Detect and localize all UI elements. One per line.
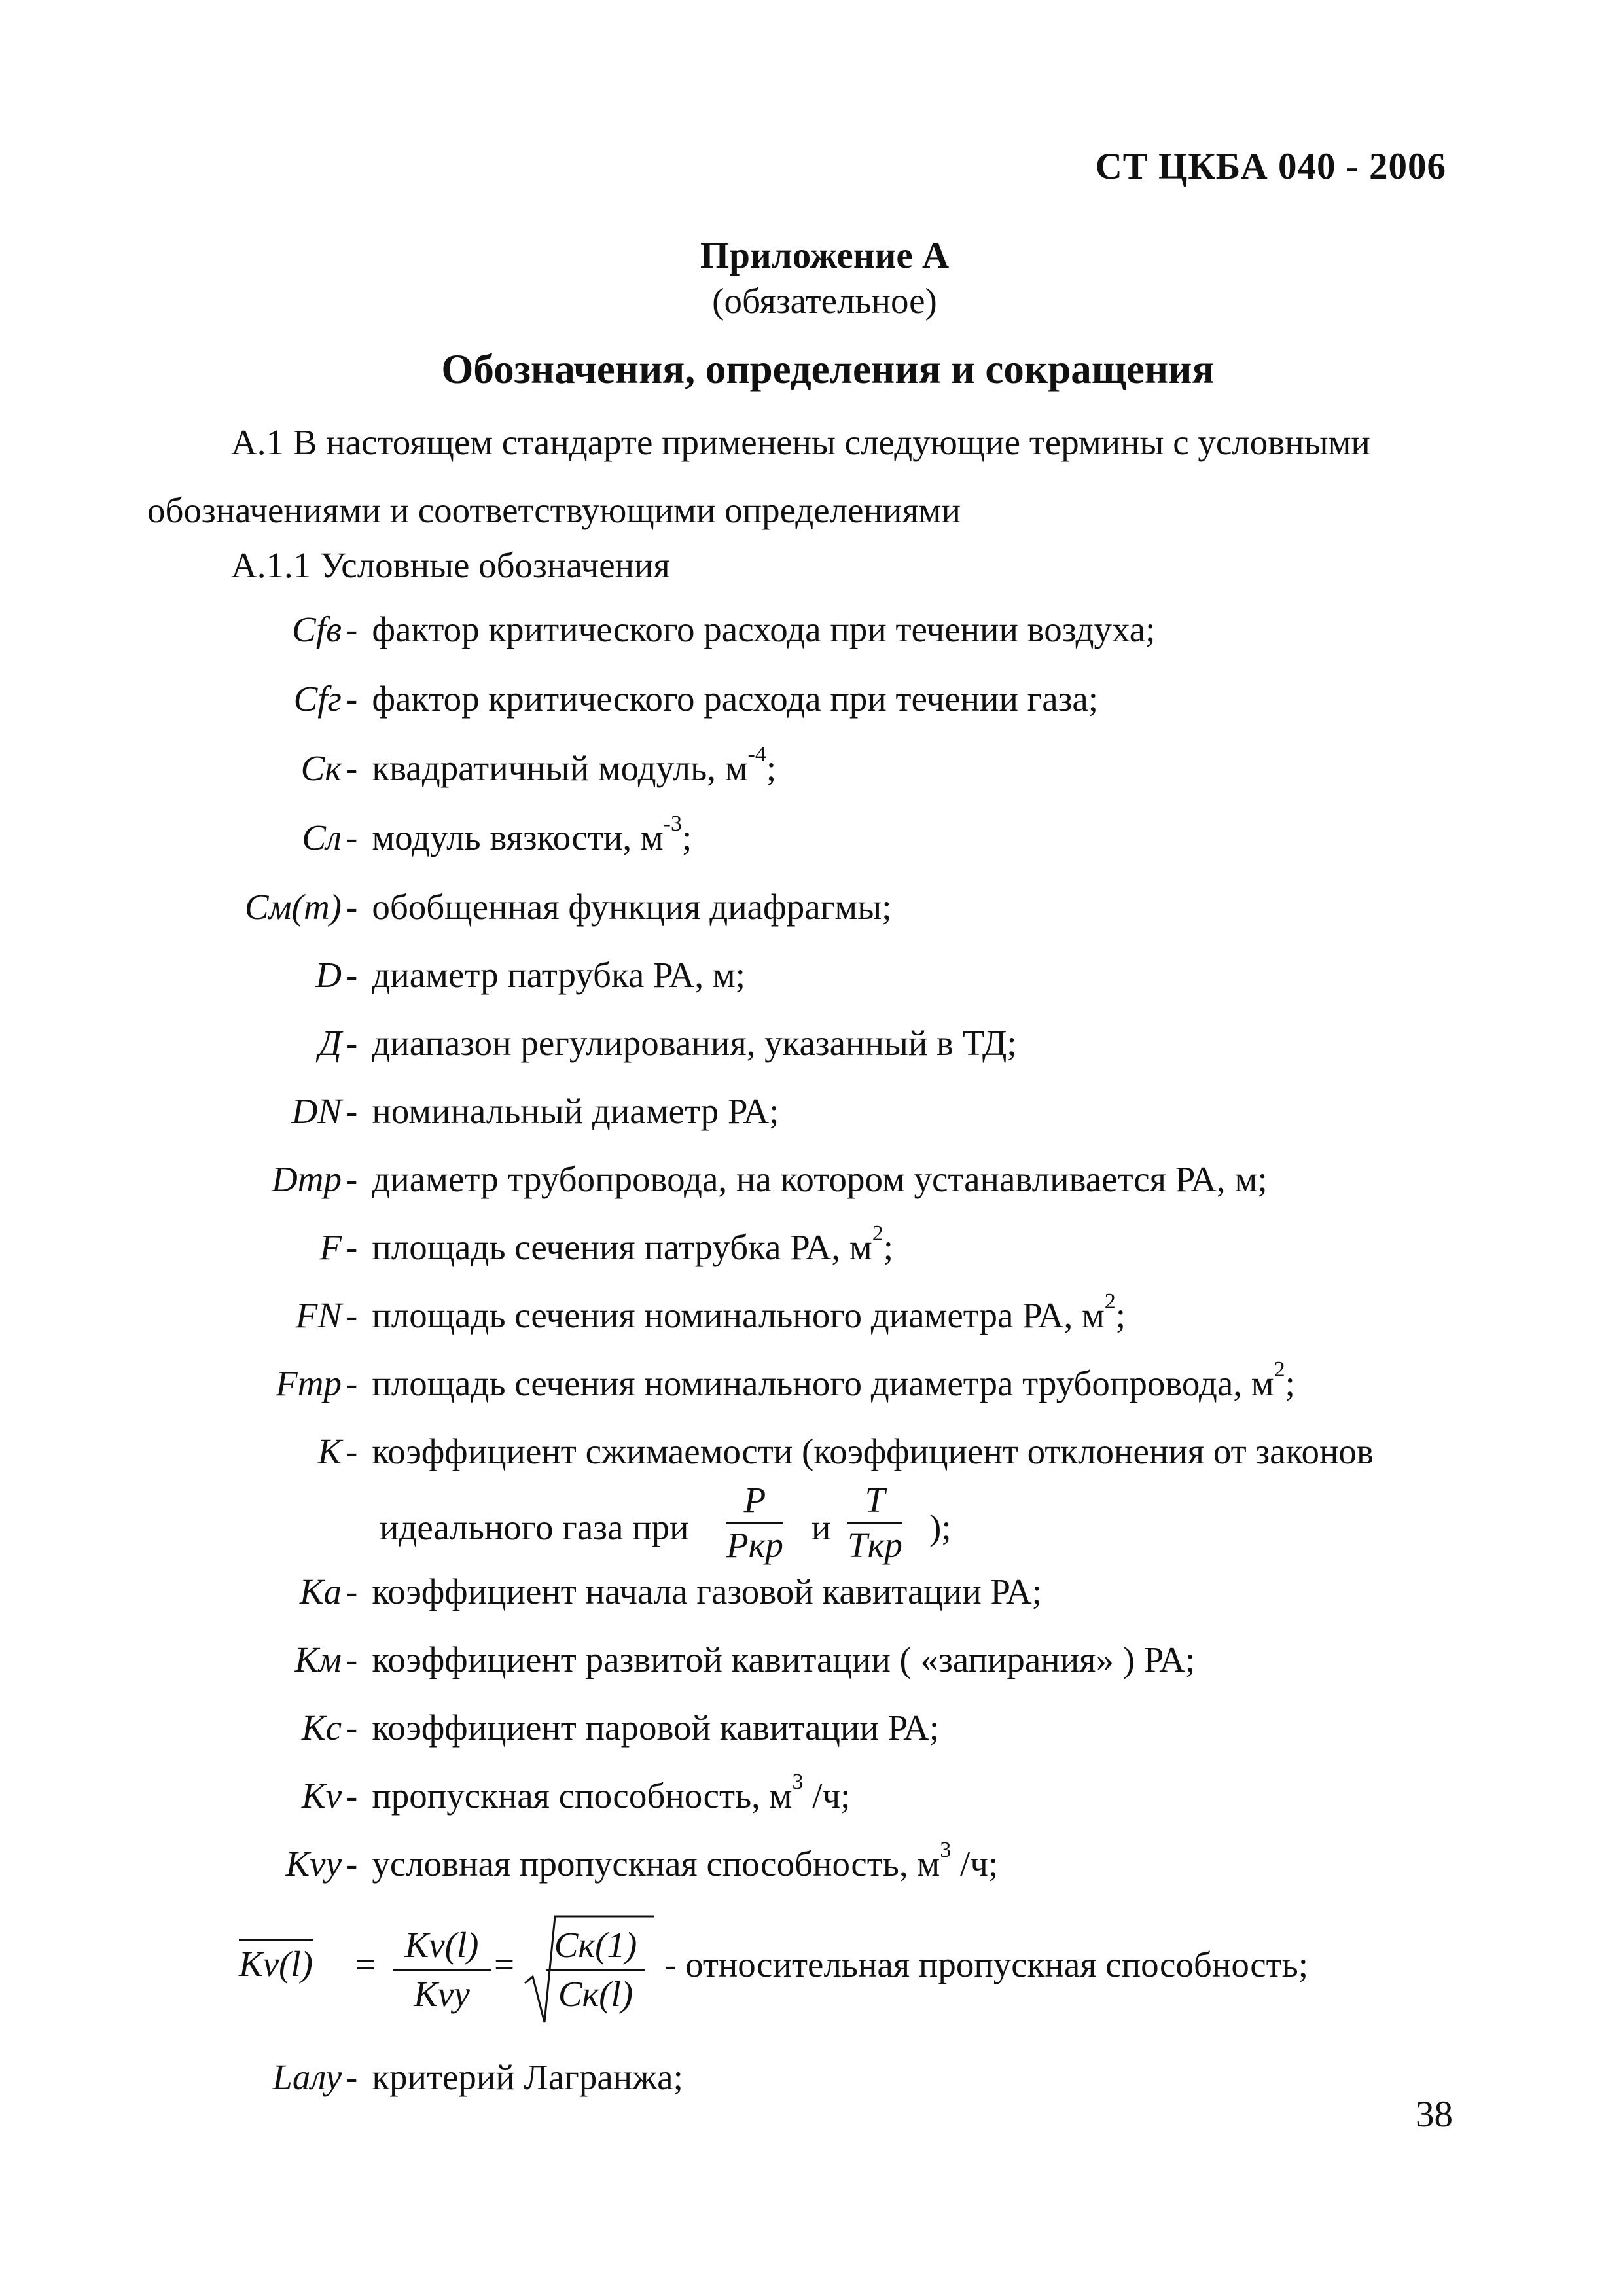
term-dash: -: [346, 1844, 358, 1884]
unit-exponent: 3: [792, 1770, 804, 1794]
section-title: Обозначения, определения и сокращения: [441, 346, 1215, 392]
term-symbol: Cм(m): [244, 887, 342, 927]
page-number: 38: [1416, 2094, 1453, 2135]
term-definition: [346, 2056, 683, 2098]
term-symbol: Cл: [302, 817, 342, 857]
appendix-title: Приложение А: [700, 235, 950, 276]
term-tail: ;: [883, 1227, 893, 1267]
term-text: диаметр трубопровода, на котором устанавливается РА, м;: [372, 1159, 1268, 1199]
term-row: [0, 1022, 1623, 1081]
term-dash: -: [346, 817, 358, 857]
term-definition: [346, 1770, 851, 1816]
term-tail: ;: [766, 748, 777, 788]
term-row: [0, 812, 1623, 876]
term-dash: -: [346, 1363, 358, 1403]
term-dash: -: [346, 1023, 358, 1063]
term-text: пропускная способность, м: [372, 1776, 793, 1816]
term-row: [0, 1770, 1623, 1834]
term-text: площадь сечения номинального диаметра РА, м: [372, 1295, 1105, 1335]
term-symbol: Kv: [301, 1776, 342, 1816]
term-text: площадь сечения патрубка РА, м: [372, 1227, 872, 1267]
term-symbol: FN: [295, 1295, 342, 1335]
term-symbol: Д: [319, 1023, 342, 1063]
term-row: [0, 678, 1623, 737]
k-continuation-and: и: [812, 1507, 831, 1547]
term-dash: -: [346, 609, 358, 649]
term-text: модуль вязкости, м: [372, 817, 664, 857]
unit-exponent: -4: [747, 742, 766, 766]
term-definition: [346, 1431, 1374, 1472]
term-row: [0, 886, 1623, 945]
k-continuation-prefix: идеального газа при: [380, 1507, 689, 1547]
term-definition: [346, 609, 1155, 650]
term-text: условная пропускная способность, м: [372, 1844, 940, 1884]
fraction-numerator: T: [847, 1479, 902, 1524]
term-definition: [346, 1838, 999, 1884]
term-symbol: Laлу: [272, 2057, 342, 2097]
term-dash: -: [346, 748, 358, 788]
term-tail: ;: [1115, 1295, 1126, 1335]
term-definition: [346, 1357, 1295, 1404]
term-definition: [346, 1022, 1017, 1064]
subsection-title: А.1.1 Условные обозначения: [231, 545, 670, 585]
term-text: площадь сечения номинального диаметра трубопровода, м: [372, 1363, 1274, 1403]
term-row: [0, 1357, 1623, 1422]
term-text: коэффициент сжимаемости (коэффициент отклонения от законов: [372, 1431, 1374, 1471]
term-text: обобщенная функция диафрагмы;: [372, 887, 892, 927]
term-tail: ;: [681, 817, 692, 857]
term-row: [0, 1707, 1623, 1766]
term-definition: [346, 742, 777, 789]
term-symbol: Ka: [299, 1571, 342, 1611]
fraction-numerator: P: [726, 1479, 783, 1524]
term-symbol: Kм: [294, 1640, 342, 1679]
term-definition: [346, 1639, 1195, 1680]
k-continuation: [380, 1479, 1165, 1584]
term-dash: -: [346, 1159, 358, 1199]
term-row: [0, 1289, 1623, 1354]
term-text: коэффициент развитой кавитации ( «запирания» ) РА;: [372, 1640, 1196, 1679]
intro-line-2: обозначениями и соответствующими определениями: [147, 490, 961, 530]
term-definition: [346, 1158, 1268, 1200]
term-definition: [346, 1707, 939, 1748]
k-continuation-suffix: );: [929, 1507, 952, 1547]
relative-capacity-formula: [239, 1905, 1482, 2036]
fraction-denominator: Tкр: [847, 1525, 902, 1565]
fraction-t-tkr: [847, 1479, 902, 1566]
term-definition: [346, 1090, 779, 1132]
formula-fraction-2: [546, 1922, 645, 2018]
term-symbol: Kс: [301, 1708, 342, 1748]
term-dash: -: [346, 955, 358, 995]
formula-description: - относительная пропускная способность;: [664, 1945, 1309, 1984]
unit-exponent: 3: [940, 1838, 952, 1862]
term-dash: -: [346, 679, 358, 719]
term-definition: [346, 886, 891, 927]
term-dash: -: [346, 1295, 358, 1335]
formula-fraction-1: [393, 1922, 491, 2018]
unit-exponent: -3: [663, 812, 682, 836]
term-tail: ;: [1285, 1363, 1295, 1403]
term-row: [0, 1639, 1623, 1698]
term-row: [0, 2056, 1623, 2115]
term-row: [0, 1158, 1623, 1217]
term-dash: -: [346, 1708, 358, 1748]
term-row: [0, 1221, 1623, 1285]
term-tail: /ч;: [951, 1844, 999, 1884]
term-dash: -: [346, 1776, 358, 1816]
term-text: критерий Лагранжа;: [372, 2057, 683, 2097]
term-row: [0, 954, 1623, 1013]
term-symbol: Dтр: [272, 1159, 342, 1199]
term-definition: [346, 1221, 893, 1268]
term-text: диапазон регулирования, указанный в ТД;: [372, 1023, 1017, 1063]
term-symbol: F: [319, 1227, 342, 1267]
appendix-note: (обязательное): [712, 281, 937, 321]
term-row: [0, 1090, 1623, 1149]
term-symbol: Fтр: [276, 1363, 342, 1403]
term-definition: [346, 1289, 1126, 1336]
term-definition: [346, 954, 745, 996]
fraction-p-pkr: [726, 1479, 783, 1566]
term-tail: /ч;: [803, 1776, 851, 1816]
term-text: коэффициент паровой кавитации РА;: [372, 1708, 940, 1748]
fraction-denominator: Pкр: [726, 1525, 783, 1565]
term-row: [0, 609, 1623, 668]
term-text: квадратичный модуль, м: [372, 748, 748, 788]
term-dash: -: [346, 1227, 358, 1267]
fraction-denominator: Kvy: [414, 1974, 470, 2014]
term-symbol: Cк: [300, 748, 342, 788]
term-text: диаметр патрубка РА, м;: [372, 955, 745, 995]
term-row: [0, 1838, 1623, 1902]
formula-equals: =: [355, 1945, 376, 1984]
formula-equals-2: =: [494, 1945, 515, 1984]
term-dash: -: [346, 1091, 358, 1131]
unit-exponent: 2: [1104, 1289, 1116, 1314]
term-definition: [346, 678, 1098, 719]
term-definition: [346, 812, 692, 858]
term-dash: -: [346, 2057, 358, 2097]
unit-exponent: 2: [1274, 1357, 1285, 1382]
term-dash: -: [346, 1640, 358, 1679]
term-symbol: Cfв: [292, 609, 342, 649]
fraction-numerator: Cк(1): [546, 1922, 645, 1971]
term-dash: -: [346, 1431, 358, 1471]
term-text: коэффициент начала газовой кавитации РА;: [372, 1571, 1042, 1611]
term-text: фактор критического расхода при течении газа;: [372, 679, 1099, 719]
intro-line-1: А.1 В настоящем стандарте применены следующие термины с условными: [231, 422, 1370, 462]
intro-paragraph: [147, 408, 1469, 545]
term-row: [0, 742, 1623, 806]
term-symbol: Kvy: [285, 1844, 342, 1884]
document-number: СТ ЦКБА 040 - 2006: [1095, 146, 1446, 187]
term-symbol: K: [317, 1431, 342, 1471]
fraction-numerator: Kv(l): [393, 1922, 491, 1971]
term-text: номинальный диаметр РА;: [372, 1091, 779, 1131]
term-dash: -: [346, 887, 358, 927]
term-symbol: DN: [291, 1091, 342, 1131]
term-symbol: D: [315, 955, 342, 995]
term-text: фактор критического расхода при течении воздуха;: [372, 609, 1156, 649]
term-dash: -: [346, 1571, 358, 1611]
fraction-denominator: Cк(l): [558, 1974, 633, 2014]
term-symbol: Cfг: [293, 679, 342, 719]
formula-lhs: Kv(l): [239, 1939, 313, 1984]
unit-exponent: 2: [872, 1221, 883, 1246]
